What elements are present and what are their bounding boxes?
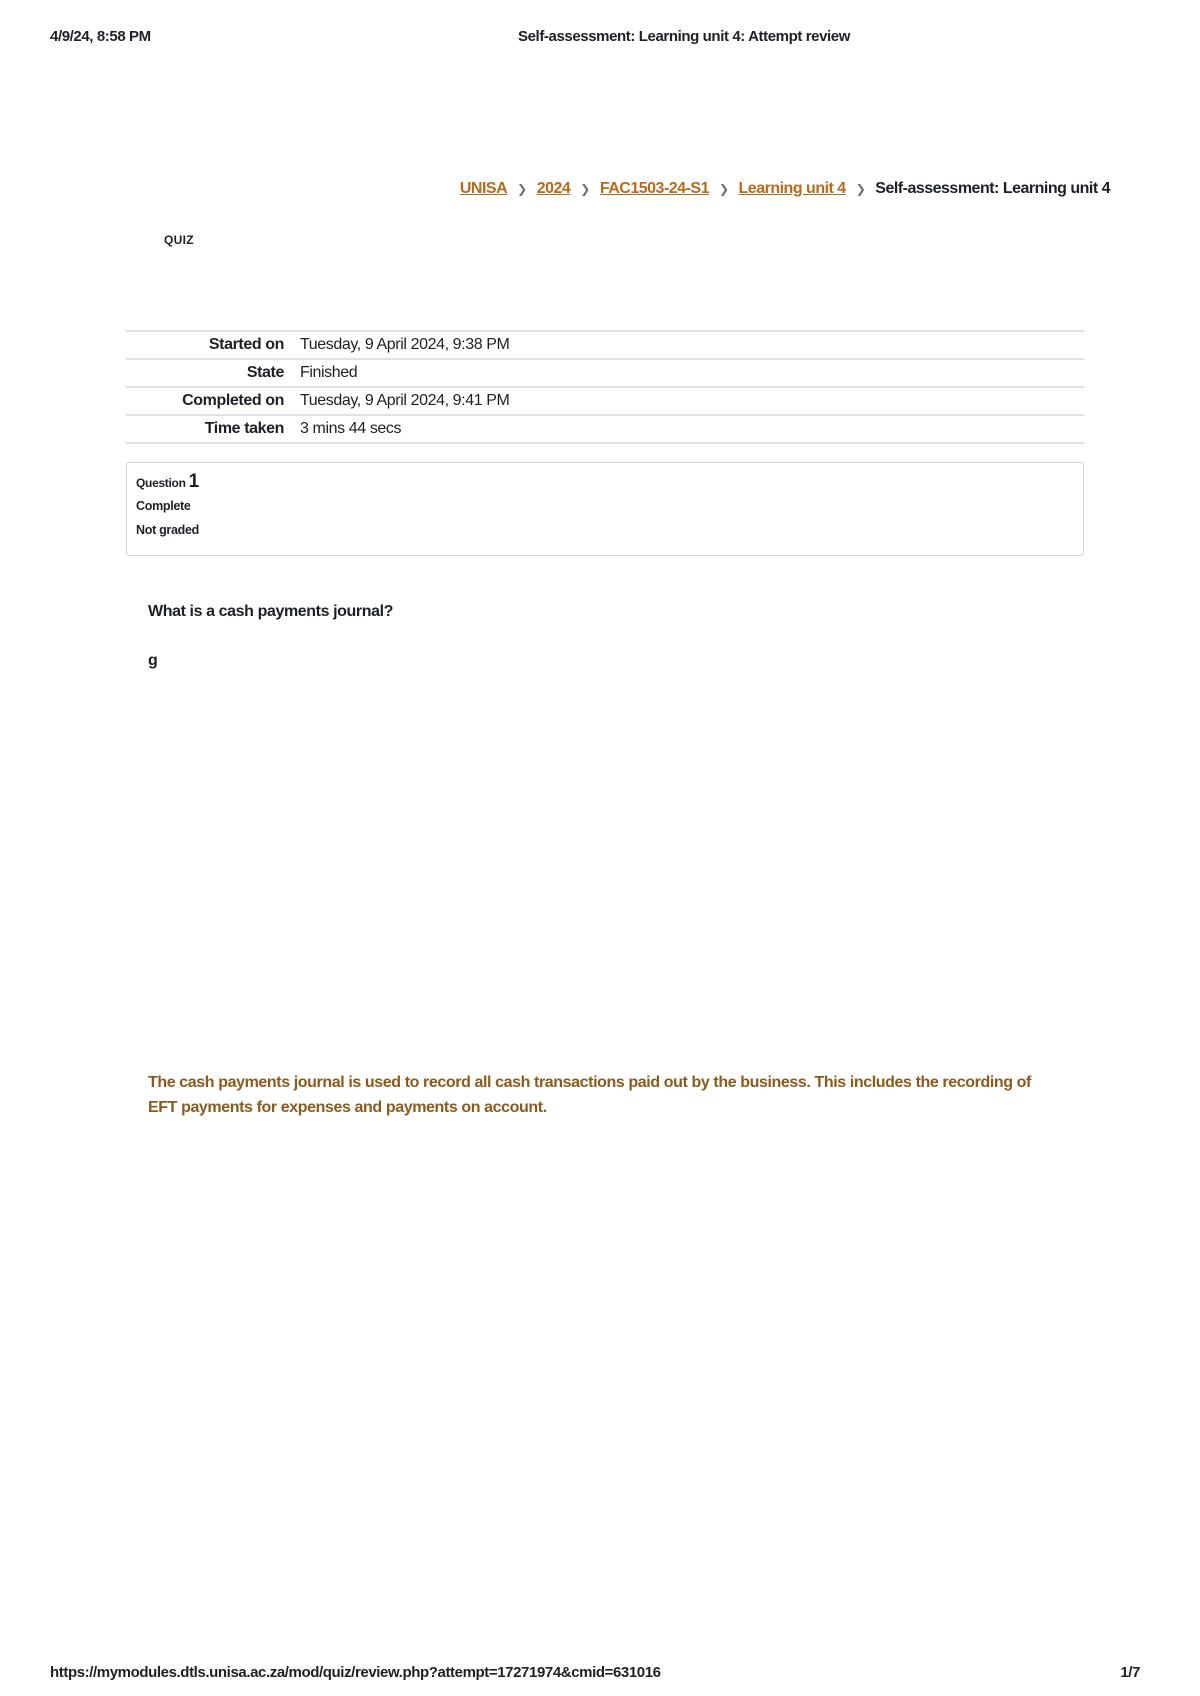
question-text: What is a cash payments journal? [148, 603, 394, 620]
summary-row [126, 331, 1084, 359]
print-datetime: 4/9/24, 8:58 PM [50, 28, 151, 45]
breadcrumb-current: Self-assessment: Learning unit 4 [875, 180, 1110, 197]
breadcrumb [460, 180, 1110, 198]
summary-label: Started on [208, 336, 284, 353]
chevron-right-icon: ❯ [580, 182, 590, 196]
question-grade: Not graded [136, 523, 199, 537]
question-info-box [126, 462, 1084, 556]
chevron-right-icon: ❯ [855, 182, 866, 196]
summary-value: Finished [300, 364, 358, 381]
chevron-right-icon: ❯ [517, 182, 527, 196]
chevron-right-icon: ❯ [718, 182, 729, 196]
print-footer [50, 1664, 1150, 1684]
summary-row [126, 387, 1084, 415]
question-number-value: 1 [188, 471, 199, 492]
summary-value: 3 mins 44 secs [300, 420, 402, 437]
summary-label: Time taken [204, 420, 284, 437]
print-header [50, 28, 1150, 48]
summary-label: State [246, 364, 284, 381]
attempt-summary-table [126, 330, 1084, 444]
summary-row [126, 415, 1084, 443]
print-page-number: 1/7 [1120, 1664, 1140, 1681]
breadcrumb-section[interactable]: Learning unit 4 [738, 180, 846, 197]
breadcrumb-year[interactable]: 2024 [536, 180, 571, 197]
print-url: https://mymodules.dtls.unisa.ac.za/mod/quiz/review.php?attempt=17271974&cmid=631016 [50, 1664, 661, 1681]
question-number [136, 471, 1074, 493]
general-feedback: The cash payments journal is used to record all cash transactions paid out by the business. This includes the recording of EFT payments for expenses and payments on account. [148, 1074, 1031, 1116]
summary-row [126, 359, 1084, 387]
print-title: Self-assessment: Learning unit 4: Attempt review [518, 28, 850, 45]
summary-value: Tuesday, 9 April 2024, 9:41 PM [300, 392, 510, 409]
question-label: Question [136, 476, 186, 490]
breadcrumb-unisa[interactable]: UNISA [459, 180, 508, 197]
module-type-label: QUIZ [164, 233, 194, 247]
question-state: Complete [136, 499, 191, 513]
summary-value: Tuesday, 9 April 2024, 9:38 PM [300, 336, 510, 353]
summary-label: Completed on [182, 392, 284, 409]
answer-response: g [148, 652, 158, 669]
breadcrumb-course[interactable]: FAC1503-24-S1 [599, 180, 709, 197]
